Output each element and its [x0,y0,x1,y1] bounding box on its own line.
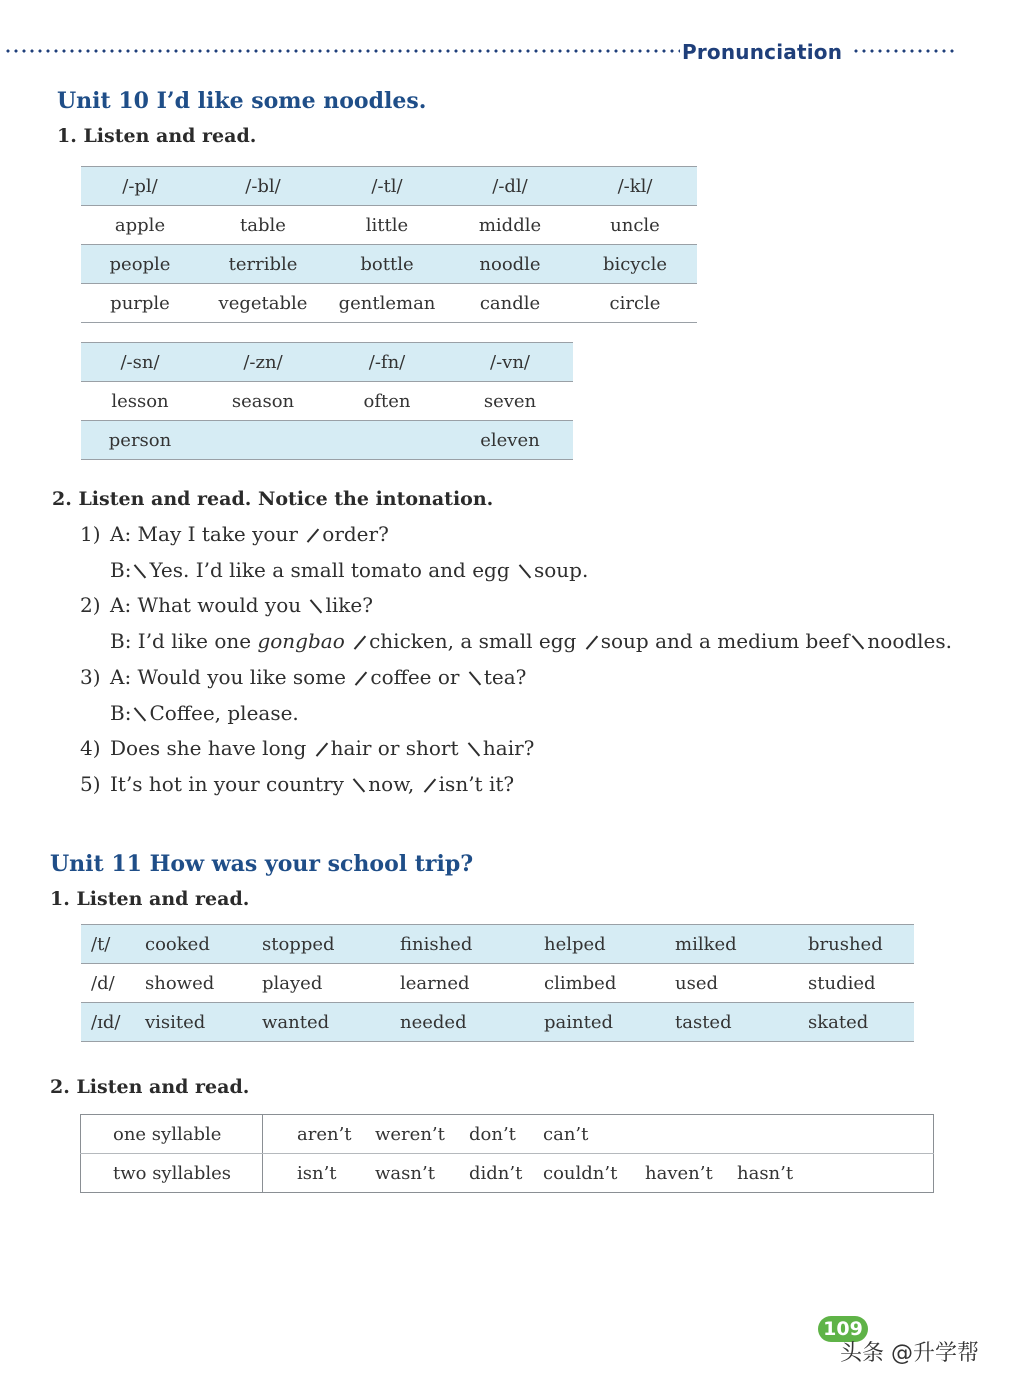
falling-intonation-icon [468,670,482,686]
table-cell: /-bl/ [199,167,327,206]
pronunciation-table-2 [81,342,573,460]
table-cell: /-fn/ [327,343,447,382]
table-cell: table [199,206,327,245]
unit10-title: Unit 10 I’d like some noodles. [57,88,427,114]
table-cell: often [327,382,447,421]
syllable-words [263,1154,934,1193]
table-cell: vegetable [199,284,327,323]
dialogue-text: B: I’d like one [110,629,252,653]
dialogue-2-b [110,629,952,653]
table-cell: lesson [81,382,199,421]
item-number: 4) [80,736,101,760]
falling-intonation-icon [851,634,865,650]
falling-intonation-icon [352,777,366,793]
dialogue-text: Does she have long [110,736,307,760]
table-cell: person [81,421,199,460]
dialogue-text: like? [325,593,373,617]
dialogue-5 [80,772,514,796]
word: don’t [469,1123,516,1145]
table-cell: circle [573,284,697,323]
table-cell: seven [447,382,573,421]
table-cell: /t/ [81,925,145,964]
table-row [81,245,697,284]
rising-intonation-icon [306,527,320,543]
table-cell: /-dl/ [447,167,573,206]
table-row [81,1154,934,1193]
watermark: 头条 @升学帮 [840,1341,979,1366]
table-cell: bottle [327,245,447,284]
table-cell: purple [81,284,199,323]
falling-intonation-icon [309,598,323,614]
table-cell: /-pl/ [81,167,199,206]
dialogue-3-a [80,665,526,689]
table-cell: little [327,206,447,245]
unit11-ex1-title: 1. Listen and read. [50,888,250,910]
section-title: Pronunciation [682,40,843,64]
table-row [81,343,573,382]
table-cell: eleven [447,421,573,460]
dialogue-text: Yes. I’d like a small tomato and egg [149,558,510,582]
dialogue-text: now, [368,772,415,796]
table-cell: /-vn/ [447,343,573,382]
dialogue-text: B: [110,701,132,725]
dialogue-text: order? [322,522,389,546]
table-row [81,964,914,1003]
dialogue-text: It’s hot in your country [110,772,344,796]
dialogue-3-b [110,701,299,725]
falling-intonation-icon [133,706,147,722]
syllable-table [80,1114,934,1193]
table-cell: wanted [262,1003,400,1042]
table-cell: climbed [544,964,675,1003]
table-cell: people [81,245,199,284]
rising-intonation-icon [315,741,329,757]
table-cell: stopped [262,925,400,964]
dialogue-text: B: [110,558,132,582]
rising-intonation-icon [423,777,437,793]
table-cell: played [262,964,400,1003]
pronunciation-table-1 [81,166,697,323]
dialogue-text: chicken, a small egg [369,629,577,653]
item-number: 3) [80,665,101,689]
table-cell: /d/ [81,964,145,1003]
past-tense-table [81,924,914,1042]
table-row [81,421,573,460]
table-row [81,1115,934,1154]
table-cell: noodle [447,245,573,284]
word: haven’t [645,1162,713,1184]
table-cell: gentleman [327,284,447,323]
table-cell: tasted [675,1003,808,1042]
dialogue-text: soup and a medium beef [600,629,850,653]
table-cell: brushed [808,925,914,964]
table-cell: middle [447,206,573,245]
dialogue-text: soup. [534,558,589,582]
word: aren’t [297,1123,352,1145]
table-cell [327,421,447,460]
dialogue-text: A: May I take your [110,522,298,546]
item-number: 1) [80,522,101,546]
header-dotted-rule-right [852,46,956,56]
item-number: 5) [80,772,101,796]
dialogue-text: hair or short [330,736,459,760]
table-cell: terrible [199,245,327,284]
table-cell: cooked [145,925,262,964]
dialogue-1-b [110,558,588,582]
table-cell: /-tl/ [327,167,447,206]
rising-intonation-icon [585,634,599,650]
table-cell: /-kl/ [573,167,697,206]
syllable-label: one syllable [81,1115,263,1154]
falling-intonation-icon [133,563,147,579]
table-cell: needed [400,1003,544,1042]
unit11-title: Unit 11 How was your school trip? [50,851,474,877]
table-cell: visited [145,1003,262,1042]
table-row [81,206,697,245]
rising-intonation-icon [354,670,368,686]
dialogue-text: hair? [482,736,535,760]
syllable-words [263,1115,934,1154]
table-cell: /-zn/ [199,343,327,382]
table-row [81,1003,914,1042]
table-cell: /ɪd/ [81,1003,145,1042]
syllable-label: two syllables [81,1154,263,1193]
table-row [81,382,573,421]
table-cell: season [199,382,327,421]
dialogue-4 [80,736,534,760]
table-cell: candle [447,284,573,323]
word: hasn’t [737,1162,794,1184]
dialogue-text: tea? [483,665,527,689]
table-cell: bicycle [573,245,697,284]
word: wasn’t [375,1162,435,1184]
dialogue-text-italic: gongbao [257,629,345,653]
dialogue-2-a [80,593,373,617]
dialogue-text: coffee or [370,665,460,689]
table-cell: apple [81,206,199,245]
table-cell: milked [675,925,808,964]
table-cell: showed [145,964,262,1003]
table-cell: learned [400,964,544,1003]
dialogue-text: A: What would you [110,593,302,617]
word: isn’t [297,1162,337,1184]
dialogue-text: A: Would you like some [110,665,347,689]
unit11-ex2-title: 2. Listen and read. [50,1076,250,1098]
dialogue-1-a [80,522,389,546]
unit10-ex1-title: 1. Listen and read. [57,125,257,147]
word: couldn’t [543,1162,618,1184]
table-row [81,925,914,964]
table-cell [199,421,327,460]
page-number-badge: 109 [818,1316,868,1342]
table-cell: painted [544,1003,675,1042]
item-number: 2) [80,593,101,617]
rising-intonation-icon [353,634,367,650]
table-cell: studied [808,964,914,1003]
table-cell: used [675,964,808,1003]
dialogue-text: noodles. [867,629,953,653]
falling-intonation-icon [518,563,532,579]
word: didn’t [469,1162,523,1184]
table-cell: skated [808,1003,914,1042]
falling-intonation-icon [467,741,481,757]
table-cell: helped [544,925,675,964]
word: can’t [543,1123,589,1145]
word: weren’t [375,1123,445,1145]
table-row [81,167,697,206]
table-row [81,284,697,323]
unit10-ex2-title: 2. Listen and read. Notice the intonation. [52,488,494,510]
dialogue-text: Coffee, please. [149,701,299,725]
header-dotted-rule-left [4,46,680,56]
table-cell: /-sn/ [81,343,199,382]
dialogue-text: isn’t it? [438,772,515,796]
table-cell: uncle [573,206,697,245]
table-cell: finished [400,925,544,964]
